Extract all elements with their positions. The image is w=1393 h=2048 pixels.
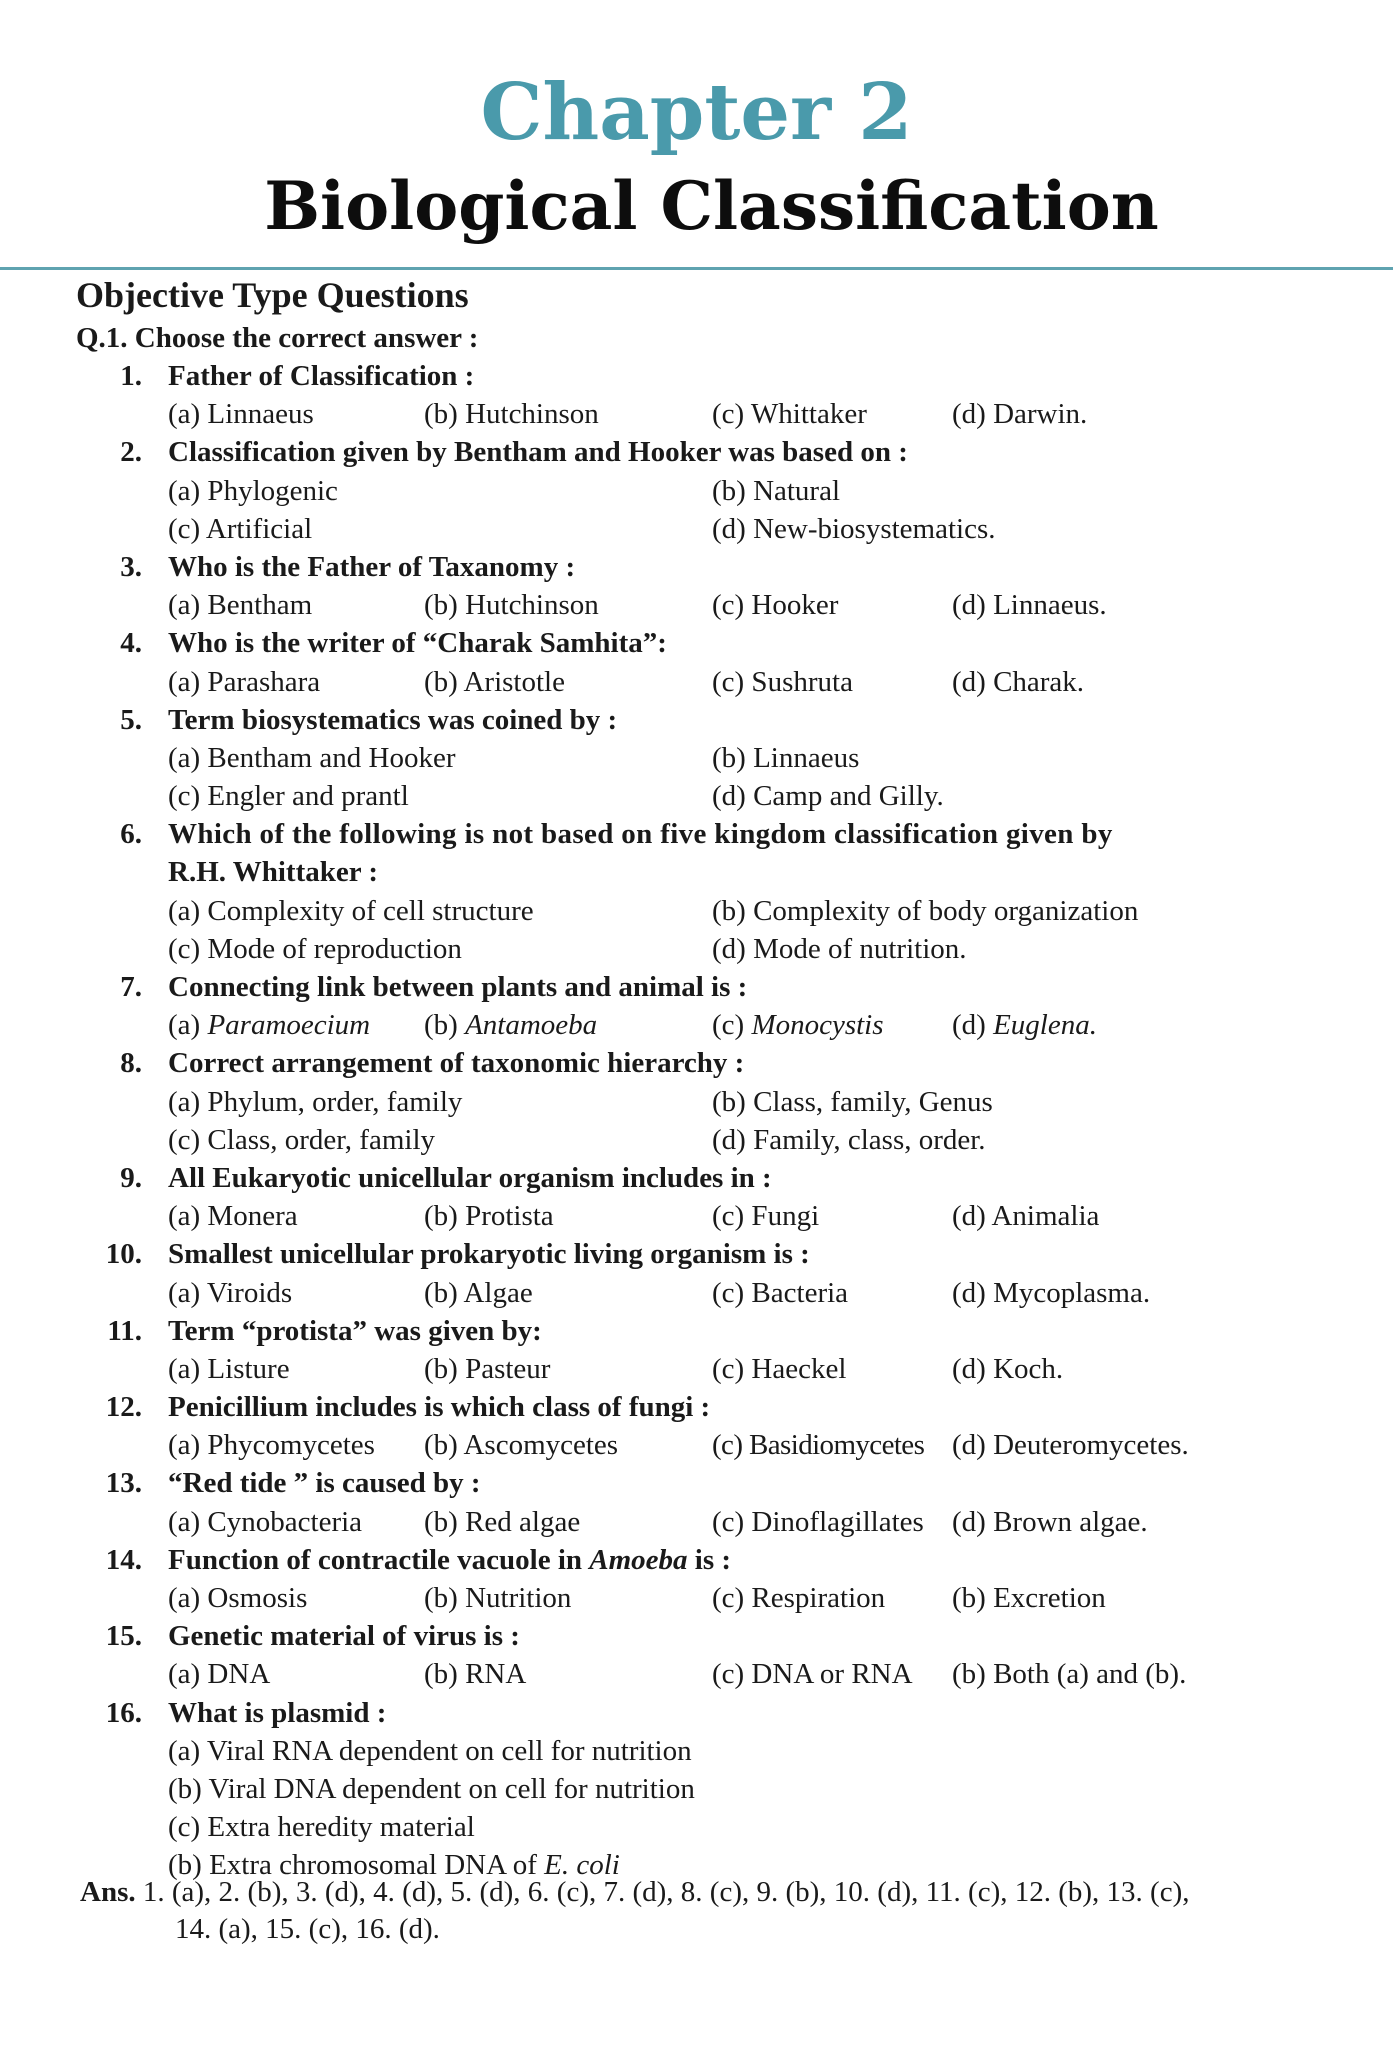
option-c: (c) Mode of reproduction: [168, 932, 462, 965]
option-d: (d) Darwin.: [952, 398, 1088, 431]
option-c: (c) Extra heredity material: [168, 1811, 475, 1844]
option-a: (a) Viral RNA dependent on cell for nutrition: [168, 1734, 692, 1767]
question-text-part: Function of contractile vacuole in: [168, 1543, 590, 1576]
option-b: (b) Hutchinson: [424, 398, 599, 431]
option-d: (d) Camp and Gilly.: [712, 780, 944, 813]
option-c: (c) Artificial: [168, 512, 313, 545]
option-c: (c) Sushruta: [712, 665, 853, 698]
option-term: E. coli: [544, 1849, 620, 1882]
question-text: “Red tide ” is caused by :: [168, 1467, 481, 1500]
question-text: All Eukaryotic unicellular organism includes in :: [168, 1161, 772, 1194]
option-b: [424, 1006, 597, 1044]
question-row: [0, 357, 1393, 395]
question-row: [0, 624, 1393, 662]
options-row: [0, 777, 1393, 815]
question-instruction: Q.1. Choose the correct answer :: [76, 322, 479, 354]
question-number: 9.: [120, 1161, 142, 1194]
option-c: (c) Respiration: [712, 1582, 886, 1614]
question-number: 12.: [105, 1391, 142, 1424]
options-row: [0, 1655, 1393, 1693]
options-row: [0, 1426, 1393, 1464]
question-row: [0, 1388, 1393, 1426]
option-c: (c) Haeckel: [712, 1352, 847, 1385]
question-text: Correct arrangement of taxonomic hierarchy :: [168, 1047, 745, 1080]
option-c: [712, 1006, 884, 1044]
question-list: [0, 357, 1393, 1885]
question-text: Classification given by Bentham and Hooker was based on :: [168, 436, 908, 469]
question-row: [0, 1464, 1393, 1502]
option-b: (b) Complexity of body organization: [712, 894, 1139, 927]
question-row: [0, 433, 1393, 471]
question-text: Term biosystematics was coined by :: [168, 703, 618, 736]
question-row: [0, 1541, 1393, 1579]
question-number: 16.: [105, 1696, 142, 1729]
option-d: (d) Mode of nutrition.: [712, 932, 967, 965]
options-row: [0, 1083, 1393, 1121]
question-number: 14.: [105, 1543, 142, 1576]
section-heading: Objective Type Questions: [76, 275, 469, 315]
option-d: (d) New-biosystematics.: [712, 512, 996, 545]
option-b: (b) RNA: [424, 1658, 527, 1691]
option-c: (c) Dinoflagillates: [712, 1505, 924, 1538]
question-row: [0, 548, 1393, 586]
option-c: (c) Whittaker: [712, 398, 867, 431]
option-term: Euglena.: [993, 1009, 1097, 1042]
question-number: 7.: [120, 971, 142, 1003]
question-text: Father of Classification :: [168, 360, 475, 392]
option-d: (d) Animalia: [952, 1200, 1100, 1233]
option-a: (a) Phylum, order, family: [168, 1085, 463, 1118]
option-c: (c) DNA or RNA: [712, 1658, 913, 1691]
option-b: (b) Linnaeus: [712, 741, 860, 774]
options-row: [0, 663, 1393, 701]
options-row: [0, 1274, 1393, 1312]
option-a: (a) Cynobacteria: [168, 1505, 363, 1538]
option-d: (b) Both (a) and (b).: [952, 1658, 1187, 1691]
option-b: (b) Viral DNA dependent on cell for nutrition: [168, 1772, 695, 1805]
option-d: (d) Family, class, order.: [712, 1123, 986, 1156]
option-a: (a) Monera: [168, 1200, 298, 1233]
question-number: 10.: [105, 1238, 142, 1271]
question-row: [0, 968, 1393, 1006]
question-text: Genetic material of virus is :: [168, 1620, 520, 1653]
option-b: (b) Natural: [712, 474, 841, 507]
option-d: (d) Deuteromycetes.: [952, 1429, 1189, 1462]
question-number: 8.: [120, 1047, 142, 1080]
header-divider: [0, 267, 1393, 270]
option-b: (b) Red algae: [424, 1505, 581, 1538]
question-text: Who is the Father of Taxanomy :: [168, 550, 576, 583]
option-letter: (d): [952, 1009, 994, 1042]
options-row: [0, 1197, 1393, 1235]
option-a: (a) DNA: [168, 1658, 271, 1691]
option-letter: (c): [712, 1009, 752, 1042]
question-row: [0, 1235, 1393, 1273]
option-b: (b) Aristotle: [424, 665, 565, 698]
options-row: [0, 1121, 1393, 1159]
option-a: (a) Viroids: [168, 1276, 293, 1309]
options-row: [0, 1732, 1393, 1770]
question-number: 13.: [105, 1467, 142, 1500]
option-c: (c) Fungi: [712, 1200, 820, 1233]
question-text: Connecting link between plants and animal is :: [168, 971, 748, 1003]
question-text: Penicillium includes is which class of fungi :: [168, 1391, 711, 1424]
question-number: 3.: [120, 550, 142, 583]
option-term: Monocystis: [751, 1009, 884, 1042]
options-row: [0, 510, 1393, 548]
options-row: [0, 472, 1393, 510]
answer-label: Ans.: [80, 1876, 136, 1908]
options-row: [0, 739, 1393, 777]
options-row: [0, 930, 1393, 968]
options-row: [0, 395, 1393, 433]
option-d: (d) Linnaeus.: [952, 589, 1107, 622]
options-row: [0, 1808, 1393, 1846]
question-text: What is plasmid :: [168, 1696, 387, 1729]
question-text-continued: R.H. Whittaker :: [168, 856, 378, 889]
option-term: Paramoecium: [207, 1009, 371, 1042]
question-row: [0, 1312, 1393, 1350]
question-text: [168, 1541, 731, 1579]
question-text-term: Amoeba: [589, 1543, 688, 1576]
option-d: (d) Charak.: [952, 665, 1085, 698]
option-a: [168, 1006, 370, 1044]
question-text-part: is :: [687, 1543, 732, 1576]
options-row: [0, 1006, 1393, 1044]
answer-line-1: 1. (a), 2. (b), 3. (d), 4. (d), 5. (d), 6. (c), 7. (d), 8. (c), 9. (b), 10. (d), 11. (c), 12. (b), 13. (c),: [142, 1876, 1190, 1908]
question-text: Who is the writer of “Charak Samhita”:: [168, 627, 667, 660]
option-d: (d) Koch.: [952, 1352, 1064, 1385]
options-row: [0, 1350, 1393, 1388]
question-number: 15.: [105, 1620, 142, 1653]
question-row: [0, 1044, 1393, 1082]
question-text: Smallest unicellular prokaryotic living organism is :: [168, 1238, 810, 1271]
options-row: [0, 1770, 1393, 1808]
question-row: [0, 815, 1393, 853]
answer-line-2: 14. (a), 15. (c), 16. (d).: [175, 1913, 440, 1945]
question-number: 2.: [120, 436, 142, 469]
option-a: (a) Complexity of cell structure: [168, 894, 534, 927]
option-d: (d) Mycoplasma.: [952, 1276, 1151, 1309]
option-c: (c) Class, order, family: [168, 1123, 436, 1156]
options-row: [0, 586, 1393, 624]
question-text: Term “protista” was given by:: [168, 1314, 542, 1347]
question-row: [0, 1617, 1393, 1655]
question-row: [0, 1159, 1393, 1197]
option-d: (d) Brown algae.: [952, 1505, 1148, 1538]
option-a: (a) Linnaeus: [168, 398, 314, 431]
question-number: 6.: [120, 818, 142, 851]
option-a: (a) Bentham: [168, 589, 313, 622]
question-row-continued: [0, 853, 1393, 891]
option-letter: (b): [424, 1009, 466, 1042]
question-row: [0, 1694, 1393, 1732]
chapter-title: Biological Classification: [264, 167, 1159, 245]
option-b: (b) Algae: [424, 1276, 533, 1309]
option-a: (a) Listure: [168, 1352, 290, 1385]
option-c: (c) Basidiomycetes: [712, 1429, 925, 1462]
options-row: [0, 1503, 1393, 1541]
question-number: 4.: [120, 627, 142, 660]
option-b: (b) Hutchinson: [424, 589, 599, 622]
option-b: (b) Protista: [424, 1200, 554, 1233]
option-term: Antamoeba: [465, 1009, 598, 1042]
option-b: (b) Class, family, Genus: [712, 1085, 993, 1118]
option-text: (b) Extra chromosomal DNA of: [168, 1849, 545, 1882]
option-letter: (a): [168, 1009, 208, 1042]
options-row: [0, 1579, 1393, 1617]
question-number: 1.: [120, 360, 142, 392]
option-b: (b) Pasteur: [424, 1352, 551, 1385]
question-row: [0, 701, 1393, 739]
option-b: (b) Nutrition: [424, 1582, 572, 1614]
question-number: 11.: [107, 1314, 142, 1347]
chapter-number: Chapter 2: [480, 67, 913, 158]
option-c: (c) Bacteria: [712, 1276, 849, 1309]
question-text: Which of the following is not based on five kingdom classification given by: [168, 818, 1113, 851]
options-row: [0, 892, 1393, 930]
option-a: (a) Osmosis: [168, 1582, 308, 1614]
option-d: (b) Excretion: [952, 1582, 1106, 1614]
answer-key: [80, 1874, 1260, 1948]
option-a: (a) Phycomycetes: [168, 1429, 375, 1462]
option-a: (a) Parashara: [168, 665, 321, 698]
option-a: (a) Bentham and Hooker: [168, 741, 456, 774]
option-c: (c) Engler and prantl: [168, 780, 409, 813]
option-d: [952, 1006, 1097, 1044]
option-a: (a) Phylogenic: [168, 474, 338, 507]
option-c: (c) Hooker: [712, 589, 839, 622]
option-b: (b) Ascomycetes: [424, 1429, 619, 1462]
question-number: 5.: [120, 703, 142, 736]
